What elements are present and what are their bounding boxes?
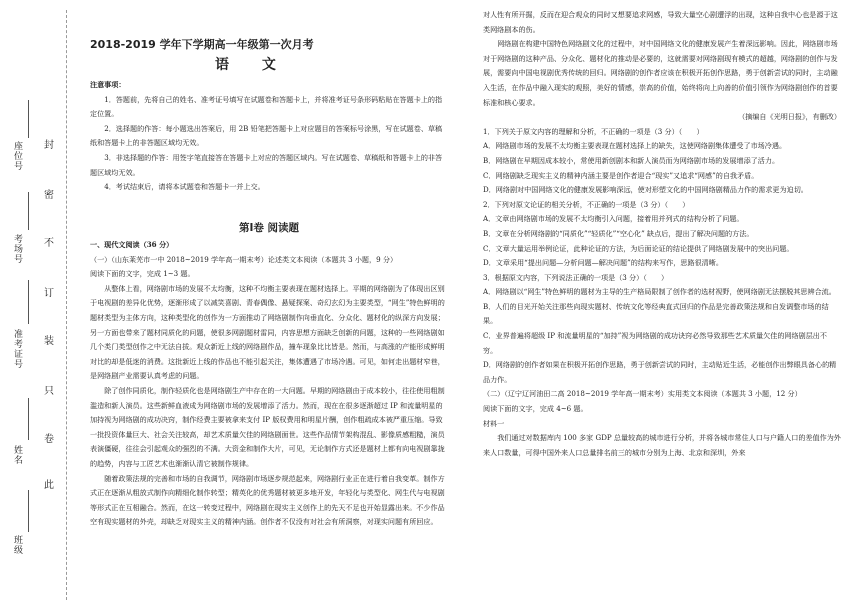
notice-title: 注意事项： bbox=[90, 80, 126, 89]
sub-intro: （一）（山东莱芜市一中 2018~2019 学年高一期末考）论述类文本阅读（本题共 3 小题，9 分） bbox=[90, 254, 398, 264]
question-option: D．网络剧对中国网络文化的健康发展影响深远，使对形塑文化的中国网络剧精品力作的需求更为迫切。 bbox=[483, 185, 808, 195]
exam-title: 2018-2019 学年下学期高一年级第一次月考 bbox=[90, 38, 314, 51]
question-option: A．网络剧以“网生”特色鲜明的题材为主导的生产格局限制了创作者的选材视野，使网络剧无法摆脱其思辨合流。 bbox=[483, 287, 836, 297]
notice-item: 4．考试结束后，请将本试题卷和答题卡一并上交。 bbox=[104, 182, 265, 192]
field-line bbox=[28, 100, 29, 138]
question-option: B．人们的目光开始关注那些向现实题材、传统文化等经典直式回归的作品是完善政策法规和自发调整市场的结果。 bbox=[483, 301, 829, 326]
notice-item: 3．非选择题的作答：用签字笔直接答在答题卡上对应的答题区域内。写在试题卷、草稿纸和答题卡上的非答题区域均无效。 bbox=[90, 152, 443, 177]
question-option: D．文章采用“提出问题—分析问题—解决问题”的结构来写作，思路很清晰。 bbox=[483, 258, 723, 268]
question-option: C．网络剧缺乏现实主义的精神内涵主要是创作者迎合“现实”又追求“网感”的自我矛盾。 bbox=[483, 170, 759, 180]
question-option: A．文章由网络剧市场的发展不太均衡引入问题，接着用并列式的结构分析了问题。 bbox=[483, 214, 744, 224]
seat-number-label: 座位号 bbox=[14, 142, 24, 172]
material-label: 材料一 bbox=[483, 418, 505, 428]
passage-paragraph: 网络剧在构建中国特色网络剧文化的过程中，对中国网络文化的健康发展产生着深远影响。因此，网络剧市场对于网络剧的这种产品、分众化、题材化的推动是必要的，这就需要对网络剧现有模式的超越，网络剧的创作与发展，需要向中国电视剧优秀传统的回归。网络剧的创作者应该在积极开拓创作思路，勇于创新尝试的同时，主动融入生活，在作品中融入现实的观照，美好的情感，崇高的价值，始终将向上向善的价值引领作为网络剧创作的首要标准和核心要求。 bbox=[483, 39, 838, 107]
passage-paragraph: 从整体上看，网络剧市场的发展不太均衡，这种不均衡主要表现在题材选择上。平期的网络剧为了体现出区别于电视剧的差异化优势，逐渐形成了以减笑喜剧、青春偶像、悬疑探案、奇幻玄幻为主要类型，“网生”特色鲜明的题材类型为主体方向，这种类型化的创作为一方面推动了网络剧制作向垂直化、分众化、题材化的纵深方向发展；另一方面也带来了题材同质化的问题，使很多网剧题材雷同，内容思想方面缺乏创新的问题，这种的一些网络剧如几个类门类型创作之中无法自拔。观众新近上线的网络剧作品，撞车现象比比皆是。然而，与高涨的产能形成鲜明对比的却是低迷的消费。这批新近上线的作品也不能引起关注，集体遭遇了市场冷遇。可见，如何走出题材窄巷，是网络剧产业需要认真考虑的问题。 bbox=[90, 283, 445, 381]
binding-char: 不 bbox=[44, 238, 54, 249]
binding-char: 卷 bbox=[44, 434, 54, 445]
question-stem: 1．下列关于原文内容的理解和分析，不正确的一项是（3 分）（ ） bbox=[483, 126, 704, 136]
question-option: B．网络剧在早期因成本较小，常使用新创剧本和新人演员而为网络剧市场的发展增添了活力。 bbox=[483, 155, 780, 165]
passage-paragraph: 除了创作同质化，制作轻质化也是网络剧生产中存在的一大问题。早期的网络剧由于成本较小，往往使用粗制滥造和新人演员。这些新鲜血液成为网络剧市场的发展增添了活力。然而，现在在很多逐渐超过 IP 和流量明星的加持视为网络剧的成功决窍，制作经费主要被拿来支付 IP 版权费用和明星片酬，创作粗疏成本被严重压缩。导致一批投资体量巨大、社会关注较高，却艺术质量欠佳的网络剧面世。这些作品情节架构混乱、影像质感粗糙，演员表演僵硬，往往会引起观众的强烈的不满。大资金和制作大片，可见，无论制作方式还是题材上都有向电视剧靠拢的趋势，内容与工匠艺术也渐渐认清它被制作规律。 bbox=[90, 385, 445, 468]
material-text: 我们通过对数据库内 100 多家 GDP 总量较高的城市进行分析，并将各城市常住人口与户籍人口的差值作为外来人口数量，可得中国外来人口总量排名前三的城市分别为上海、北京和深圳，外来 bbox=[483, 433, 841, 457]
sub-intro: （二）（辽宁辽河油田二高 2018~2019 学年高一期末考）实用类文本阅读（本题共 3 小题，12 分） bbox=[483, 389, 802, 399]
notice-block bbox=[90, 78, 448, 195]
question-option: C．文章大量运用举例论证，此种论证的方法，为后面论证的结论提供了网络剧发展中的突出问题。 bbox=[483, 243, 794, 253]
class-label: 班级 bbox=[14, 536, 24, 556]
question-option: A．网络剧市场的发展不太均衡主要表现在题材选择上的缺失，这使网络剧集体遭受了市场冷遇。 bbox=[483, 141, 787, 151]
passage-continuation: 对人性有所开掘，反而在迎合观众的同时又想要追求网感，导致大量空心剧遭浮的出现，这种自我中心也是源于这类网络剧本的伤。 bbox=[483, 10, 838, 34]
sub-instruction: 阅读下面的文字，完成 4~6 题。 bbox=[483, 404, 588, 414]
binding-char: 封 bbox=[44, 140, 54, 151]
subject-title: 语 文 bbox=[215, 57, 290, 73]
notice-item: 1．答题前，先将自己的姓名、准考证号填写在试题卷和答题卡上，并将准考证号条形码粘贴在答题卡上的指定位置。 bbox=[90, 94, 443, 119]
binding-char: 装 bbox=[44, 336, 54, 347]
question-option: B．文章在分析网络剧的“同质化”“轻质化”“空心化” 缺点后，提出了解决问题的方法。 bbox=[483, 228, 754, 238]
sub-instruction: 阅读下面的文字，完成 1~3 题。 bbox=[90, 269, 195, 279]
field-line bbox=[28, 398, 29, 440]
binding-char: 此 bbox=[44, 480, 54, 491]
notice-item: 2．选择题的作答：每小题选出答案后，用 2B 铅笔把答题卡上对应题目的答案标号涂黑，写在试题卷、草稿纸和答题卡上的非答题区域均无效。 bbox=[90, 123, 443, 148]
exam-room-label: 考场号 bbox=[14, 235, 24, 265]
binding-line bbox=[66, 10, 67, 600]
name-label: 姓名 bbox=[14, 446, 24, 466]
question-stem: 3．根据原文内容，下列说法正确的一项是（3 分）（ ） bbox=[483, 272, 669, 282]
binding-margin bbox=[0, 0, 80, 608]
question-option: D．网络剧的创作者如果在积极开拓创作思路，勇于创新尝试的同时，主动贴近生活，必能创作出弊眼具备心的精品力作。 bbox=[483, 360, 837, 384]
binding-char: 只 bbox=[44, 386, 54, 397]
source-note: （摘编自《光明日报》，有删改） bbox=[738, 112, 841, 122]
reading-section-left bbox=[90, 238, 448, 530]
binding-char: 订 bbox=[44, 288, 54, 299]
question-option: C．业界普遍将超级 IP 和流量明星的“加持”视为网络剧的成功诀窍必然导致那些艺术质量欠佳的网络剧层出不穷。 bbox=[483, 331, 827, 355]
question-stem: 2．下列对原文论证的相关分析，不正确的一项是（3 分）（ ） bbox=[483, 199, 690, 209]
field-line bbox=[28, 490, 29, 532]
section-title: 第Ⅰ卷 阅读题 bbox=[238, 222, 300, 234]
right-column bbox=[483, 8, 841, 460]
admission-number-label: 准考证号 bbox=[14, 330, 24, 370]
field-line bbox=[28, 192, 29, 230]
field-line bbox=[28, 280, 29, 324]
binding-char: 密 bbox=[44, 190, 54, 201]
passage-paragraph: 随着政策法规的完善和市场的自我调节，网络剧市场逐步规范起来，网络剧行业正在进行着自我变革。制作方式正在逐渐从粗放式制作向精细化制作转型；精英化的优秀题材被更多地开发，年轻化与类型化、网生代与电视剧等形式正在互相融合。然而，在这一转变过程中，网络剧在现实主义创作上的先天不足也开始显露出来。不少作品空有现实题材的外壳，却缺乏对现实主义的精神内涵。创作者不仅没有对社会有所洞察，对现实问题有所回应。 bbox=[90, 473, 445, 527]
part-heading: 一、现代文阅读（36 分） bbox=[90, 240, 174, 249]
